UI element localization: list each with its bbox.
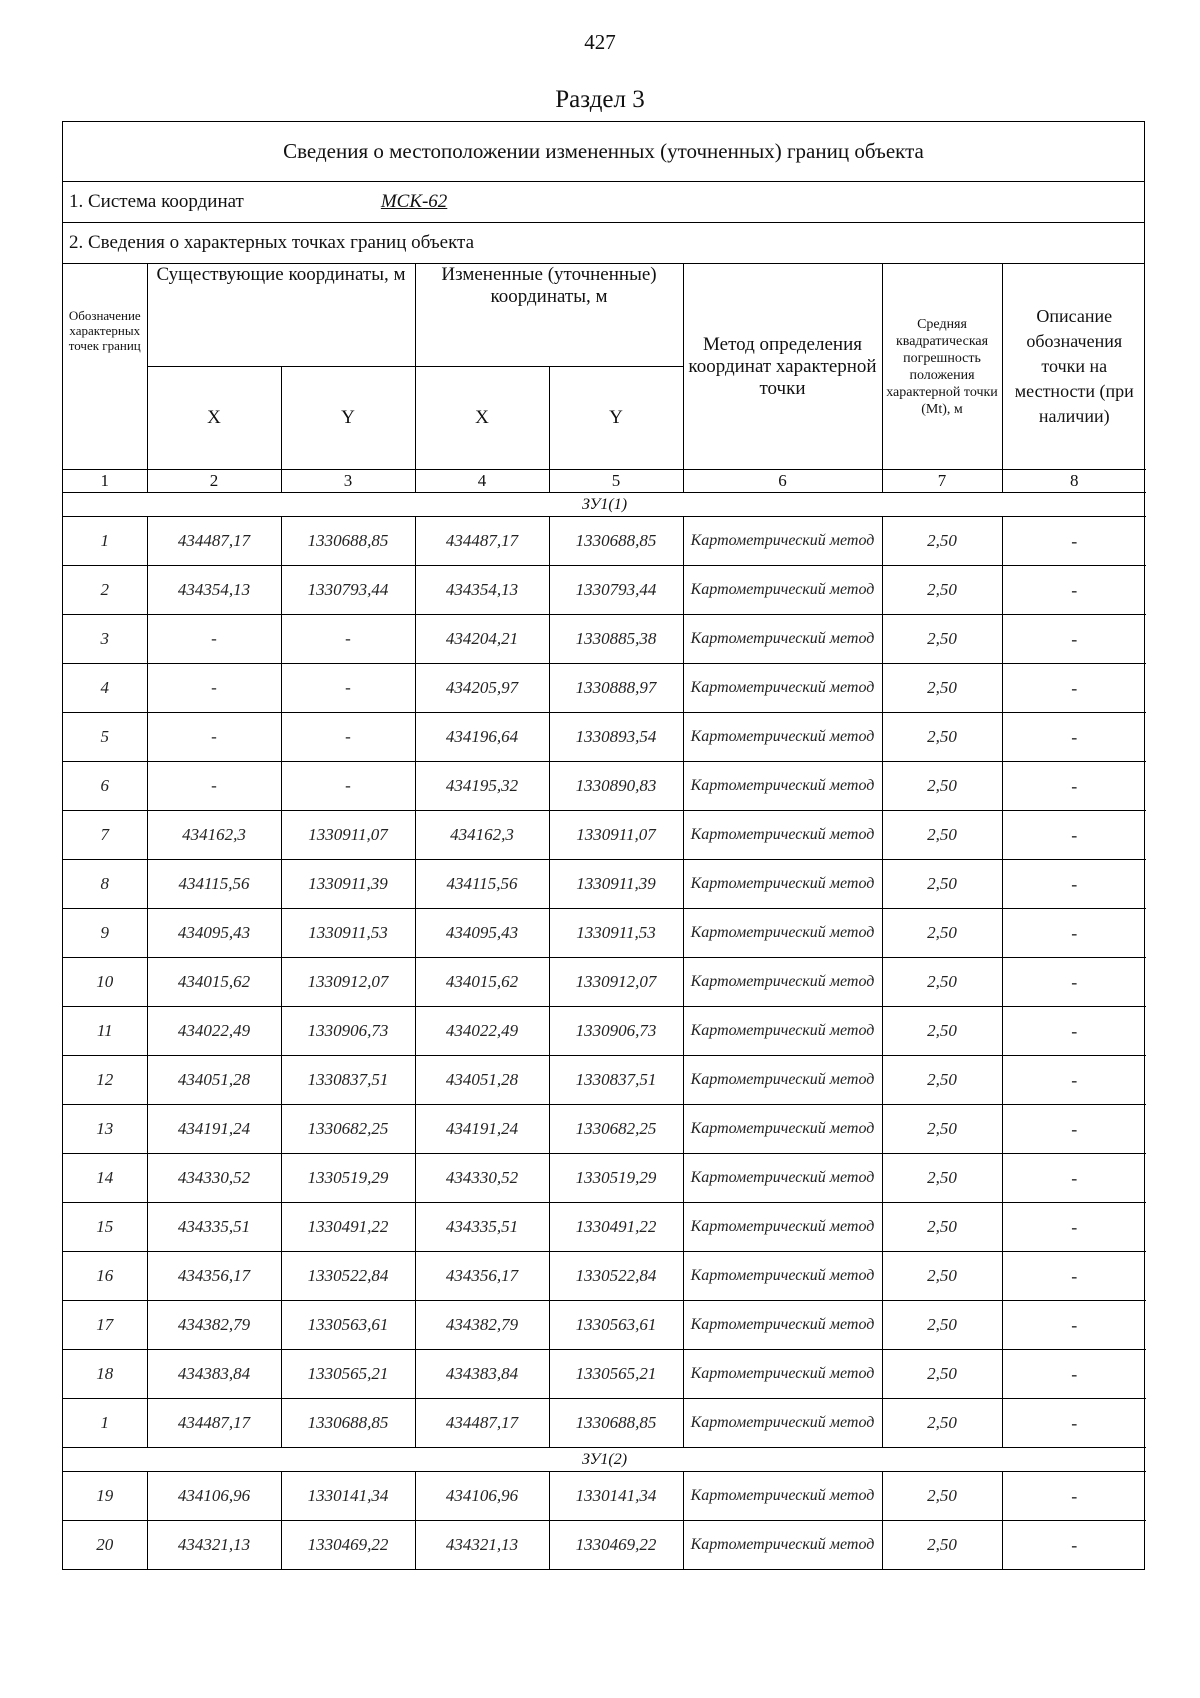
- cell-description: -: [1002, 1301, 1146, 1350]
- cell-point: 4: [63, 664, 147, 713]
- cell-existing-x: 434162,3: [147, 811, 281, 860]
- cell-existing-x: 434487,17: [147, 517, 281, 566]
- cell-existing-x: -: [147, 713, 281, 762]
- cell-existing-y: 1330688,85: [281, 517, 415, 566]
- cell-rmse: 2,50: [882, 1203, 1002, 1252]
- table-row: [63, 1203, 1146, 1252]
- header-method: Метод определения координат характерной точки: [683, 264, 882, 470]
- cell-changed-x: 434115,56: [415, 860, 549, 909]
- cell-changed-x: 434487,17: [415, 517, 549, 566]
- parcel-group-row: [63, 493, 1146, 517]
- cell-existing-x: 434487,17: [147, 1399, 281, 1448]
- cell-existing-y: 1330682,25: [281, 1105, 415, 1154]
- cell-method: Картометрический метод: [683, 1399, 882, 1448]
- points-section-label: 2. Сведения о характерных точках границ объекта: [63, 223, 1144, 264]
- header-existing-coords: Существующие координаты, м: [147, 264, 415, 367]
- page-number: 427: [584, 30, 616, 54]
- cell-description: -: [1002, 1007, 1146, 1056]
- cell-point: 7: [63, 811, 147, 860]
- column-number: 2: [147, 470, 281, 493]
- cell-changed-x: 434487,17: [415, 1399, 549, 1448]
- header-point-label: [63, 264, 147, 470]
- cell-description: -: [1002, 860, 1146, 909]
- cell-existing-y: 1330911,53: [281, 909, 415, 958]
- cell-existing-x: -: [147, 762, 281, 811]
- cell-changed-y: 1330906,73: [549, 1007, 683, 1056]
- cell-rmse: 2,50: [882, 811, 1002, 860]
- cell-rmse: 2,50: [882, 1007, 1002, 1056]
- table-row: [63, 1521, 1146, 1570]
- cell-point: 20: [63, 1521, 147, 1570]
- table-title: Сведения о местоположении измененных (уточненных) границ объекта: [63, 122, 1144, 182]
- cell-existing-x: 434382,79: [147, 1301, 281, 1350]
- cell-existing-y: 1330563,61: [281, 1301, 415, 1350]
- cell-description: -: [1002, 1105, 1146, 1154]
- cell-existing-x: 434321,13: [147, 1521, 281, 1570]
- cell-method: Картометрический метод: [683, 1056, 882, 1105]
- header-changed-y: Y: [549, 367, 683, 470]
- cell-rmse: 2,50: [882, 860, 1002, 909]
- cell-existing-x: 434015,62: [147, 958, 281, 1007]
- cell-rmse: 2,50: [882, 664, 1002, 713]
- cell-description: -: [1002, 1472, 1146, 1521]
- cell-point: 1: [63, 1399, 147, 1448]
- section-title: Раздел 3: [555, 86, 645, 113]
- cell-existing-y: 1330911,07: [281, 811, 415, 860]
- cell-existing-y: -: [281, 664, 415, 713]
- cell-method: Картометрический метод: [683, 1154, 882, 1203]
- cell-existing-y: 1330491,22: [281, 1203, 415, 1252]
- cell-existing-y: 1330688,85: [281, 1399, 415, 1448]
- coordinate-system-value: МСК-62: [380, 191, 448, 212]
- cell-existing-y: 1330837,51: [281, 1056, 415, 1105]
- cell-existing-y: 1330906,73: [281, 1007, 415, 1056]
- cell-point: 12: [63, 1056, 147, 1105]
- table-row: [63, 1154, 1146, 1203]
- cell-point: 5: [63, 713, 147, 762]
- cell-description: -: [1002, 1252, 1146, 1301]
- cell-changed-x: 434382,79: [415, 1301, 549, 1350]
- table-row: [63, 762, 1146, 811]
- cell-point: 13: [63, 1105, 147, 1154]
- cell-method: Картометрический метод: [683, 1472, 882, 1521]
- table-row: [63, 1252, 1146, 1301]
- cell-rmse: 2,50: [882, 517, 1002, 566]
- cell-existing-y: -: [281, 713, 415, 762]
- cell-changed-y: 1330519,29: [549, 1154, 683, 1203]
- table-row: [63, 958, 1146, 1007]
- cell-method: Картометрический метод: [683, 909, 882, 958]
- cell-changed-y: 1330491,22: [549, 1203, 683, 1252]
- cell-rmse: 2,50: [882, 1252, 1002, 1301]
- cell-point: 10: [63, 958, 147, 1007]
- cell-method: Картометрический метод: [683, 1301, 882, 1350]
- cell-changed-x: 434106,96: [415, 1472, 549, 1521]
- header-description: Описание обозначения точки на местности (при наличии): [1002, 264, 1146, 470]
- cell-method: Картометрический метод: [683, 762, 882, 811]
- cell-description: -: [1002, 909, 1146, 958]
- cell-existing-x: 434383,84: [147, 1350, 281, 1399]
- cell-description: -: [1002, 713, 1146, 762]
- cell-changed-x: 434354,13: [415, 566, 549, 615]
- cell-changed-y: 1330911,39: [549, 860, 683, 909]
- cell-changed-x: 434335,51: [415, 1203, 549, 1252]
- cell-changed-y: 1330885,38: [549, 615, 683, 664]
- cell-changed-y: 1330682,25: [549, 1105, 683, 1154]
- cell-rmse: 2,50: [882, 1472, 1002, 1521]
- cell-method: Картометрический метод: [683, 713, 882, 762]
- table-row: [63, 1399, 1146, 1448]
- cell-changed-y: 1330893,54: [549, 713, 683, 762]
- cell-existing-y: -: [281, 615, 415, 664]
- cell-method: Картометрический метод: [683, 1350, 882, 1399]
- cell-changed-y: 1330890,83: [549, 762, 683, 811]
- cell-existing-x: 434335,51: [147, 1203, 281, 1252]
- cell-description: -: [1002, 811, 1146, 860]
- cell-changed-y: 1330563,61: [549, 1301, 683, 1350]
- column-number: 1: [63, 470, 147, 493]
- cell-changed-x: 434196,64: [415, 713, 549, 762]
- cell-point: 11: [63, 1007, 147, 1056]
- cell-existing-y: 1330912,07: [281, 958, 415, 1007]
- header-point-label-text: Обозначение характерных точек границ: [68, 308, 141, 353]
- column-number: 3: [281, 470, 415, 493]
- table-row: [63, 1472, 1146, 1521]
- cell-changed-x: 434095,43: [415, 909, 549, 958]
- cell-description: -: [1002, 1399, 1146, 1448]
- cell-existing-y: 1330519,29: [281, 1154, 415, 1203]
- cell-description: -: [1002, 1203, 1146, 1252]
- cell-changed-x: 434051,28: [415, 1056, 549, 1105]
- cell-rmse: 2,50: [882, 1399, 1002, 1448]
- cell-description: -: [1002, 1521, 1146, 1570]
- boundary-points-table: [63, 264, 1146, 1569]
- table-row: [63, 664, 1146, 713]
- cell-rmse: 2,50: [882, 1056, 1002, 1105]
- cell-method: Картометрический метод: [683, 615, 882, 664]
- cell-rmse: 2,50: [882, 1154, 1002, 1203]
- cell-point: 18: [63, 1350, 147, 1399]
- cell-rmse: 2,50: [882, 566, 1002, 615]
- cell-existing-x: 434106,96: [147, 1472, 281, 1521]
- table-row: [63, 1301, 1146, 1350]
- table-row: [63, 1105, 1146, 1154]
- boundary-info-form: [62, 121, 1145, 1570]
- cell-existing-x: 434051,28: [147, 1056, 281, 1105]
- cell-existing-x: 434191,24: [147, 1105, 281, 1154]
- cell-rmse: 2,50: [882, 958, 1002, 1007]
- cell-changed-x: 434204,21: [415, 615, 549, 664]
- header-rmse: Средняя квадратическая погрешность положения характерной точки (Mt), м: [882, 264, 1002, 470]
- column-number: 5: [549, 470, 683, 493]
- table-row: [63, 909, 1146, 958]
- cell-method: Картометрический метод: [683, 517, 882, 566]
- cell-method: Картометрический метод: [683, 1007, 882, 1056]
- cell-existing-x: 434022,49: [147, 1007, 281, 1056]
- cell-changed-x: 434383,84: [415, 1350, 549, 1399]
- cell-point: 8: [63, 860, 147, 909]
- cell-rmse: 2,50: [882, 1105, 1002, 1154]
- cell-description: -: [1002, 958, 1146, 1007]
- header-existing-x: X: [147, 367, 281, 470]
- cell-description: -: [1002, 664, 1146, 713]
- cell-changed-x: 434191,24: [415, 1105, 549, 1154]
- cell-changed-y: 1330565,21: [549, 1350, 683, 1399]
- cell-changed-x: 434015,62: [415, 958, 549, 1007]
- table-row: [63, 1056, 1146, 1105]
- cell-rmse: 2,50: [882, 1350, 1002, 1399]
- cell-rmse: 2,50: [882, 1521, 1002, 1570]
- cell-changed-x: 434356,17: [415, 1252, 549, 1301]
- table-row: [63, 1007, 1146, 1056]
- cell-description: -: [1002, 517, 1146, 566]
- cell-existing-y: 1330141,34: [281, 1472, 415, 1521]
- table-row: [63, 566, 1146, 615]
- cell-existing-y: 1330793,44: [281, 566, 415, 615]
- cell-description: -: [1002, 566, 1146, 615]
- cell-existing-x: 434354,13: [147, 566, 281, 615]
- cell-changed-x: 434205,97: [415, 664, 549, 713]
- cell-point: 9: [63, 909, 147, 958]
- cell-existing-y: 1330565,21: [281, 1350, 415, 1399]
- cell-method: Картометрический метод: [683, 1105, 882, 1154]
- cell-changed-y: 1330688,85: [549, 517, 683, 566]
- cell-method: Картометрический метод: [683, 1203, 882, 1252]
- cell-point: 19: [63, 1472, 147, 1521]
- column-number: 8: [1002, 470, 1146, 493]
- cell-point: 16: [63, 1252, 147, 1301]
- cell-changed-x: 434022,49: [415, 1007, 549, 1056]
- cell-rmse: 2,50: [882, 909, 1002, 958]
- coordinate-system-label: 1. Система координат: [69, 191, 244, 212]
- table-row: [63, 615, 1146, 664]
- cell-existing-x: -: [147, 664, 281, 713]
- column-number: 4: [415, 470, 549, 493]
- cell-changed-x: 434162,3: [415, 811, 549, 860]
- cell-changed-y: 1330837,51: [549, 1056, 683, 1105]
- coordinate-system-line: [63, 182, 1144, 223]
- cell-description: -: [1002, 615, 1146, 664]
- header-changed-x: X: [415, 367, 549, 470]
- cell-method: Картометрический метод: [683, 1252, 882, 1301]
- points-body: [63, 493, 1146, 1570]
- cell-rmse: 2,50: [882, 762, 1002, 811]
- cell-changed-y: 1330688,85: [549, 1399, 683, 1448]
- parcel-group-row: [63, 1448, 1146, 1472]
- cell-description: -: [1002, 1154, 1146, 1203]
- cell-point: 3: [63, 615, 147, 664]
- table-row: [63, 1350, 1146, 1399]
- cell-changed-x: 434321,13: [415, 1521, 549, 1570]
- cell-existing-y: 1330522,84: [281, 1252, 415, 1301]
- column-number: 7: [882, 470, 1002, 493]
- cell-changed-y: 1330911,53: [549, 909, 683, 958]
- cell-point: 17: [63, 1301, 147, 1350]
- cell-description: -: [1002, 1350, 1146, 1399]
- cell-rmse: 2,50: [882, 1301, 1002, 1350]
- cell-method: Картометрический метод: [683, 860, 882, 909]
- cell-existing-y: 1330911,39: [281, 860, 415, 909]
- cell-method: Картометрический метод: [683, 1521, 882, 1570]
- cell-rmse: 2,50: [882, 713, 1002, 762]
- cell-existing-x: 434330,52: [147, 1154, 281, 1203]
- cell-changed-x: 434330,52: [415, 1154, 549, 1203]
- table-row: [63, 713, 1146, 762]
- cell-description: -: [1002, 762, 1146, 811]
- cell-existing-y: -: [281, 762, 415, 811]
- cell-point: 6: [63, 762, 147, 811]
- parcel-group-label: ЗУ1(1): [63, 493, 1146, 517]
- column-number-row: [63, 470, 1146, 493]
- cell-existing-x: -: [147, 615, 281, 664]
- cell-method: Картометрический метод: [683, 664, 882, 713]
- cell-point: 1: [63, 517, 147, 566]
- cell-point: 14: [63, 1154, 147, 1203]
- header-existing-y: Y: [281, 367, 415, 470]
- cell-changed-y: 1330522,84: [549, 1252, 683, 1301]
- cell-point: 2: [63, 566, 147, 615]
- cell-changed-y: 1330793,44: [549, 566, 683, 615]
- cell-description: -: [1002, 1056, 1146, 1105]
- cell-changed-y: 1330888,97: [549, 664, 683, 713]
- cell-changed-y: 1330911,07: [549, 811, 683, 860]
- cell-point: 15: [63, 1203, 147, 1252]
- cell-rmse: 2,50: [882, 615, 1002, 664]
- column-number: 6: [683, 470, 882, 493]
- cell-changed-y: 1330912,07: [549, 958, 683, 1007]
- cell-existing-y: 1330469,22: [281, 1521, 415, 1570]
- cell-existing-x: 434115,56: [147, 860, 281, 909]
- table-row: [63, 811, 1146, 860]
- cell-existing-x: 434095,43: [147, 909, 281, 958]
- cell-method: Картометрический метод: [683, 811, 882, 860]
- cell-method: Картометрический метод: [683, 566, 882, 615]
- parcel-group-label: ЗУ1(2): [63, 1448, 1146, 1472]
- table-row: [63, 517, 1146, 566]
- cell-existing-x: 434356,17: [147, 1252, 281, 1301]
- cell-method: Картометрический метод: [683, 958, 882, 1007]
- table-row: [63, 860, 1146, 909]
- cell-changed-x: 434195,32: [415, 762, 549, 811]
- cell-changed-y: 1330141,34: [549, 1472, 683, 1521]
- cell-changed-y: 1330469,22: [549, 1521, 683, 1570]
- header-changed-coords: Измененные (уточненные) координаты, м: [415, 264, 683, 367]
